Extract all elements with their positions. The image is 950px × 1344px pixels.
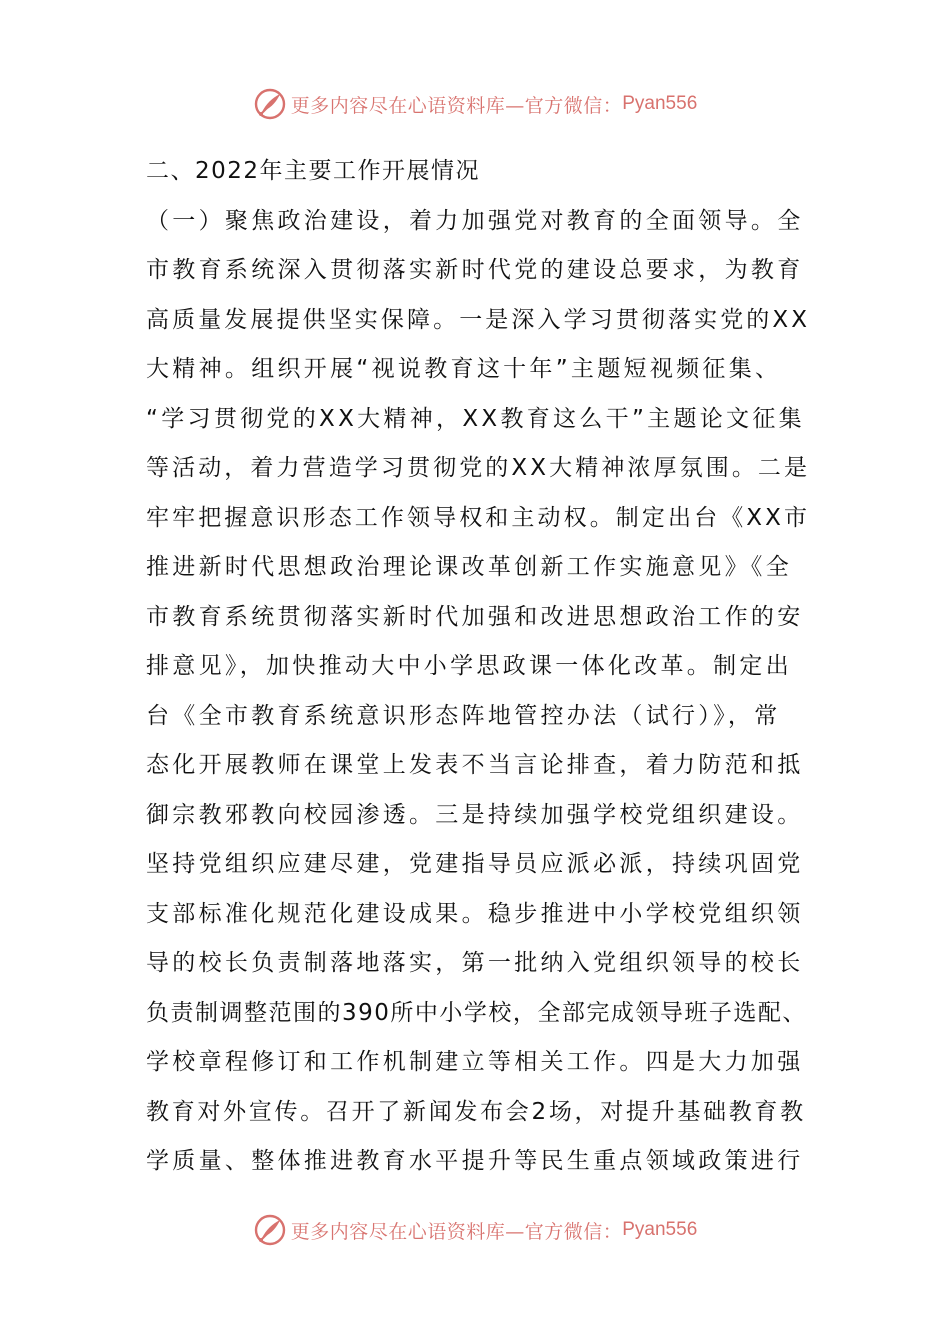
body-line: 大精神。组织开展“视说教育这十年”主题短视频征集、 bbox=[146, 356, 782, 382]
document-body bbox=[146, 147, 810, 1187]
body-line: 排意见》，加快推动大中小学思政课一体化改革。制定出 bbox=[146, 653, 792, 679]
body-line: 推进新时代思想政治理论课改革创新工作实施意见》《全 bbox=[146, 554, 792, 580]
body-line: 负责制调整范围的390所中小学校，全部完成领导班子选配、 bbox=[146, 999, 807, 1026]
quill-logo-icon bbox=[253, 87, 287, 121]
body-line: 支部标准化规范化建设成果。稳步推进中小学校党组织领 bbox=[146, 900, 804, 927]
watermark-text: 更多内容尽在心语资料库—官方微信： bbox=[290, 1220, 623, 1243]
body-line: 高质量发展提供坚实保障。一是深入学习贯彻落实党的XX bbox=[146, 306, 811, 333]
body-line: 等活动，着力营造学习贯彻党的XX大精神浓厚氛围。二是 bbox=[146, 455, 811, 481]
body-line: 学质量、整体推进教育水平提升等民生重点领域政策进行 bbox=[146, 1148, 804, 1174]
watermark-brand: Pyan556 bbox=[622, 1219, 698, 1240]
watermark-footer bbox=[0, 1210, 950, 1250]
body-line: 态化开展教师在课堂上发表不当言论排查，着力防范和抵 bbox=[146, 752, 804, 778]
quill-logo-icon bbox=[253, 1213, 287, 1247]
body-line: 导的校长负责制落地落实，第一批纳入党组织领导的校长 bbox=[146, 950, 804, 976]
body-line: 御宗教邪教向校园渗透。三是持续加强学校党组织建设。 bbox=[146, 801, 804, 828]
body-line: 市教育系统深入贯彻落实新时代党的建设总要求，为教育 bbox=[146, 257, 804, 283]
body-line: 台《全市教育系统意识形态阵地管控办法（试行）》，常 bbox=[146, 702, 781, 729]
body-line: 坚持党组织应建尽建，党建指导员应派必派，持续巩固党 bbox=[146, 851, 804, 877]
body-line: “学习贯彻党的XX大精神，XX教育这么干”主题论文征集 bbox=[146, 405, 805, 432]
body-line: 市教育系统贯彻落实新时代加强和改进思想政治工作的安 bbox=[146, 603, 804, 630]
body-line: 教育对外宣传。召开了新闻发布会2场，对提升基础教育教 bbox=[146, 1098, 806, 1125]
body-line: 学校章程修订和工作机制建立等相关工作。四是大力加强 bbox=[146, 1049, 804, 1075]
watermark-brand: Pyan556 bbox=[622, 93, 698, 114]
body-line: 牢牢把握意识形态工作领导权和主动权。制定出台《XX市 bbox=[146, 504, 811, 531]
body-line: （一）聚焦政治建设，着力加强党对教育的全面领导。全 bbox=[146, 207, 804, 234]
watermark-text: 更多内容尽在心语资料库—官方微信： bbox=[290, 94, 623, 117]
watermark-header bbox=[0, 84, 950, 124]
section-heading: 二、2022年主要工作开展情况 bbox=[146, 158, 481, 184]
